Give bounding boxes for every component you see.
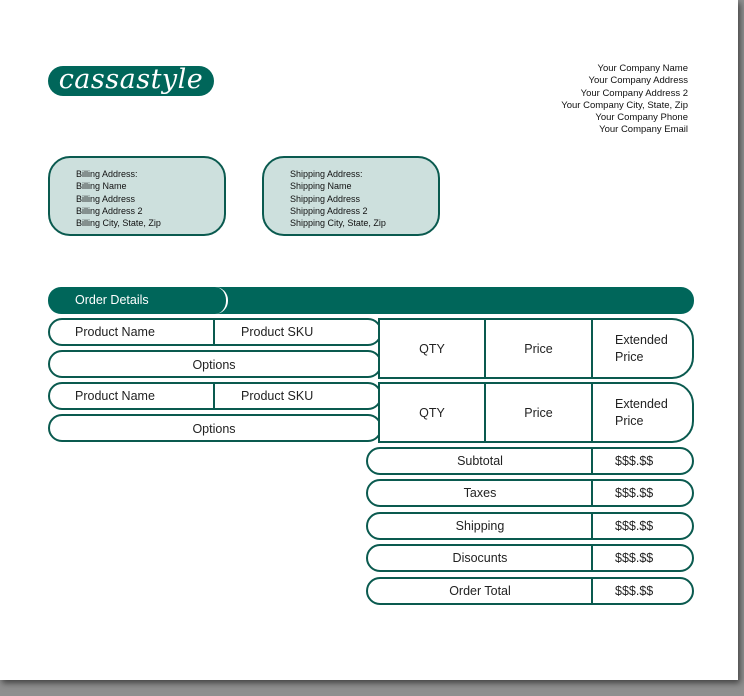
product-sku: Product SKU <box>241 389 314 403</box>
billing-address-2: Billing Address 2 <box>76 205 143 216</box>
product-sku: Product SKU <box>241 325 314 339</box>
subtotal-label: Subtotal <box>457 454 503 468</box>
discounts-value: $$$.$$ <box>615 551 654 565</box>
divider <box>591 384 593 441</box>
product-name: Product Name <box>75 325 155 339</box>
shipping-city-state-zip: Shipping City, State, Zip <box>290 218 386 229</box>
taxes-value: $$$.$$ <box>615 486 654 500</box>
product-name: Product Name <box>75 389 155 403</box>
order-details-bar <box>48 287 694 314</box>
company-address-2: Your Company Address 2 <box>580 87 688 99</box>
extended-price-cell: Extended Price <box>615 396 668 428</box>
qty-price-box <box>378 318 694 379</box>
billing-city-state-zip: Billing City, State, Zip <box>76 218 161 229</box>
shipping-value: $$$.$$ <box>615 519 654 533</box>
taxes-row <box>366 479 694 507</box>
qty-cell: QTY <box>419 405 445 420</box>
divider <box>591 514 593 538</box>
company-name: Your Company Name <box>597 63 688 74</box>
divider <box>591 579 593 603</box>
price-cell: Price <box>524 341 553 356</box>
order-total-value: $$$.$$ <box>615 584 654 598</box>
billing-address-box <box>48 156 226 236</box>
qty-cell: QTY <box>419 341 445 356</box>
divider <box>213 320 215 344</box>
company-phone: Your Company Phone <box>595 112 688 124</box>
subtotal-value: $$$.$$ <box>615 454 654 468</box>
shipping-row <box>366 512 694 540</box>
order-total-row <box>366 577 694 605</box>
taxes-label: Taxes <box>463 486 497 500</box>
qty-price-box <box>378 382 694 443</box>
company-address: Your Company Address <box>588 75 688 87</box>
price-cell: Price <box>524 405 553 420</box>
divider <box>591 481 593 505</box>
divider <box>591 449 593 473</box>
brand-logo <box>48 66 214 96</box>
company-info <box>561 63 688 137</box>
discounts-label: Disocunts <box>452 551 508 565</box>
logo-text: cassastyle <box>58 64 204 95</box>
billing-name: Billing Name <box>76 181 127 192</box>
product-options: Options <box>192 358 236 372</box>
extended-price-cell: Extended Price <box>615 332 668 364</box>
shipping-label: Shipping <box>455 519 505 533</box>
shipping-address-box <box>262 156 440 236</box>
discounts-row <box>366 544 694 572</box>
shipping-name: Shipping Name <box>290 181 352 192</box>
divider <box>591 320 593 377</box>
shipping-address-2: Shipping Address 2 <box>290 205 368 216</box>
shipping-address: Shipping Address <box>290 193 361 204</box>
order-total-label: Order Total <box>449 584 511 598</box>
divider <box>213 384 215 408</box>
company-city-state-zip: Your Company City, State, Zip <box>561 99 688 111</box>
billing-address: Billing Address <box>76 193 136 204</box>
billing-heading: Billing Address: <box>76 169 138 179</box>
shipping-heading: Shipping Address: <box>290 169 363 179</box>
order-details-title: Order Details <box>75 293 149 307</box>
product-options: Options <box>192 422 236 436</box>
subtotal-row <box>366 447 694 475</box>
company-email: Your Company Email <box>599 124 688 136</box>
divider <box>591 546 593 570</box>
